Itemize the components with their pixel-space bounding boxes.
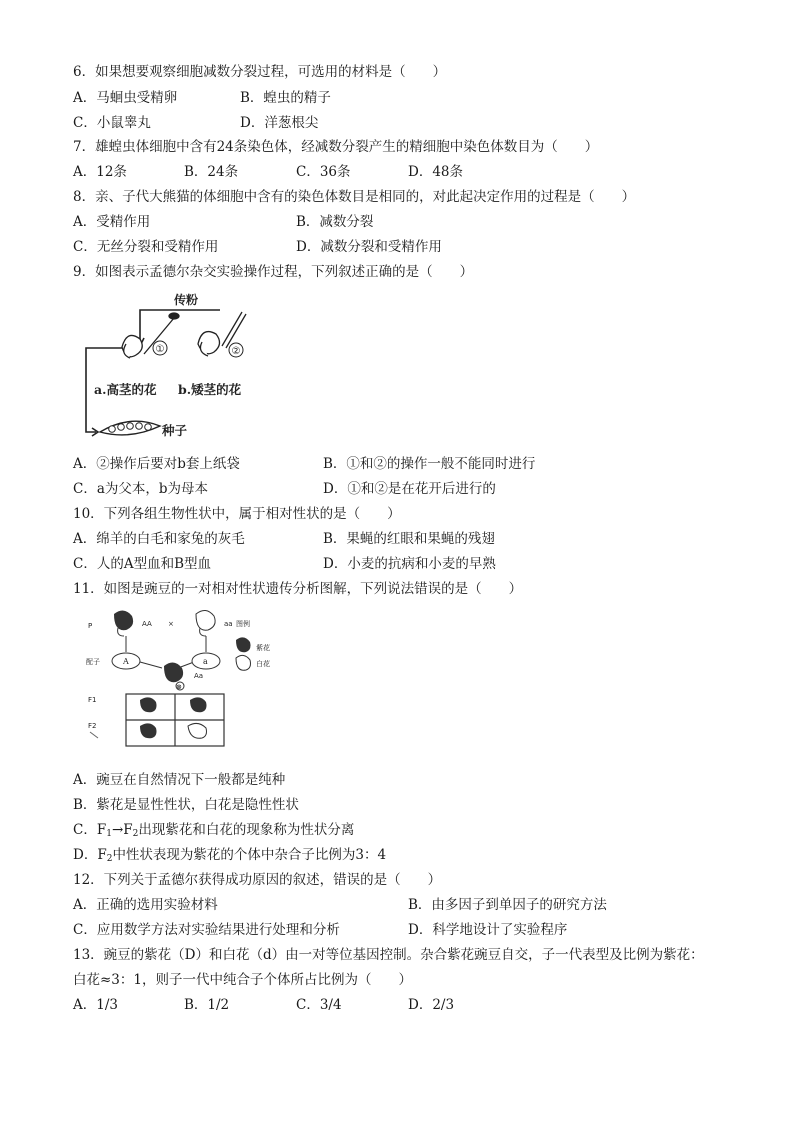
q13-option-c: C．3/4 — [296, 997, 342, 1013]
q9-option-d: D．①和②是在花开后进行的 — [323, 481, 496, 497]
question-13-stem-continued: 白花≈3：1，则子一代中纯合子个体所占比例为（ ） — [73, 972, 412, 988]
seed-label: 种子 — [162, 423, 188, 438]
question-6-stem: 6．如果想要观察细胞减数分裂过程，可选用的材料是（ ） — [73, 64, 447, 80]
inheritance-diagram — [84, 606, 304, 754]
q6-option-d: D．洋葱根尖 — [240, 115, 319, 131]
q8-option-c: C．无丝分裂和受精作用 — [73, 239, 219, 255]
gamete-a-dominant-label: A — [123, 657, 129, 666]
question-8-stem: 8．亲、子代大熊猫的体细胞中含有的染色体数目是相同的，对此起决定作用的过程是（ ） — [73, 189, 636, 205]
q12-option-d: D．科学地设计了实验程序 — [408, 922, 568, 938]
f1-label: F1 — [88, 696, 97, 704]
f1-genotype: Aa — [194, 672, 204, 680]
q10-option-b: B．果蝇的红眼和果蝇的残翅 — [323, 531, 495, 547]
q9-option-c: C．a为父本，b为母本 — [73, 481, 209, 497]
q10-option-d: D．小麦的抗病和小麦的早熟 — [323, 556, 496, 572]
legend-white-icon — [236, 655, 251, 670]
p-label: P — [88, 622, 93, 630]
question-13-stem: 13．豌豆的紫花（D）和白花（d）由一对等位基因控制。杂合紫花豌豆自交，子一代表型及比例为紫花： — [73, 947, 704, 963]
step-2-label: ② — [231, 346, 241, 357]
legend-purple-label: 紫花 — [256, 644, 270, 652]
q11-option-d: D．$F_2$中性状表现为紫花的个体中杂合子比例为3：4 — [73, 847, 387, 864]
dwarf-flower-label: b.矮茎的花 — [178, 382, 242, 397]
q8-option-d: D．减数分裂和受精作用 — [296, 239, 442, 255]
legend-title: 图例 — [236, 620, 250, 628]
q7-option-a: A．12条 — [73, 164, 127, 180]
q6-option-b: B．蝗虫的精子 — [240, 90, 331, 106]
q7-option-c: C．36条 — [296, 164, 351, 180]
question-12-stem: 12．下列关于孟德尔获得成功原因的叙述，错误的是（ ） — [73, 872, 442, 888]
cross-symbol: × — [168, 620, 174, 628]
parent-genotype-aa-dominant: AA — [142, 620, 152, 628]
white-flower-icon — [196, 610, 215, 636]
q12-option-a: A．正确的选用实验材料 — [73, 897, 218, 913]
q6-option-c: C．小鼠睾丸 — [73, 115, 151, 131]
q7-option-b: B．24条 — [184, 164, 239, 180]
q9-option-b: B．①和②的操作一般不能同时进行 — [323, 456, 536, 472]
q12-option-c: C．应用数学方法对实验结果进行处理和分析 — [73, 922, 340, 938]
step-1-label: ① — [155, 344, 165, 355]
pollination-label: 传粉 — [174, 293, 199, 307]
tall-plant-flower-icon — [122, 313, 179, 358]
q13-option-d: D．2/3 — [408, 997, 455, 1013]
q13-option-a: A．1/3 — [73, 997, 118, 1013]
q9-option-a: A．②操作后要对b套上纸袋 — [73, 456, 240, 472]
question-9-stem: 9．如图表示孟德尔杂交实验操作过程，下列叙述正确的是（ ） — [73, 264, 474, 280]
q7-option-d: D．48条 — [408, 164, 464, 180]
purple-flower-icon — [114, 610, 133, 636]
q11-option-a: A．豌豆在自然情况下一般都是纯种 — [73, 772, 286, 788]
q10-option-c: C．人的A型血和B型血 — [73, 556, 211, 572]
q8-option-a: A．受精作用 — [73, 214, 151, 230]
q6-option-a: A．马蛔虫受精卵 — [73, 90, 178, 106]
seed-pod-icon — [100, 421, 160, 435]
q11-option-b: B．紫花是显性性状，白花是隐性性状 — [73, 797, 299, 813]
q13-option-b: B．1/2 — [184, 997, 230, 1013]
question-10-stem: 10．下列各组生物性状中，属于相对性状的是（ ） — [73, 506, 401, 522]
q12-option-b: B．由多因子到单因子的研究方法 — [408, 897, 607, 913]
scan-mark — [90, 732, 98, 738]
parent-genotype-aa-recessive: aa — [224, 620, 233, 628]
q8-option-b: B．减数分裂 — [296, 214, 374, 230]
question-7-stem: 7．雄蝗虫体细胞中含有24条染色体，经减数分裂产生的精细胞中染色体数目为（ ） — [73, 139, 599, 155]
legend-purple-icon — [236, 637, 251, 652]
gamete-a-recessive-label: a — [203, 657, 208, 666]
self-pollination-label: ⊗ — [176, 683, 182, 691]
q11-option-c: C．$F_1\to F_2$出现紫花和白花的现象称为性状分离 — [73, 822, 355, 839]
f1-purple-flower-icon — [164, 662, 183, 682]
legend-white-label: 白花 — [256, 660, 270, 668]
gamete-label: 配子 — [86, 658, 100, 666]
pollination-figure — [82, 292, 262, 442]
question-11-stem: 11．如图是豌豆的一对相对性状遗传分析图解，下列说法错误的是（ ） — [73, 581, 523, 597]
tall-flower-label: a.高茎的花 — [94, 382, 157, 397]
f2-label: F2 — [88, 722, 97, 730]
q10-option-a: A．绵羊的白毛和家兔的灰毛 — [73, 531, 245, 547]
